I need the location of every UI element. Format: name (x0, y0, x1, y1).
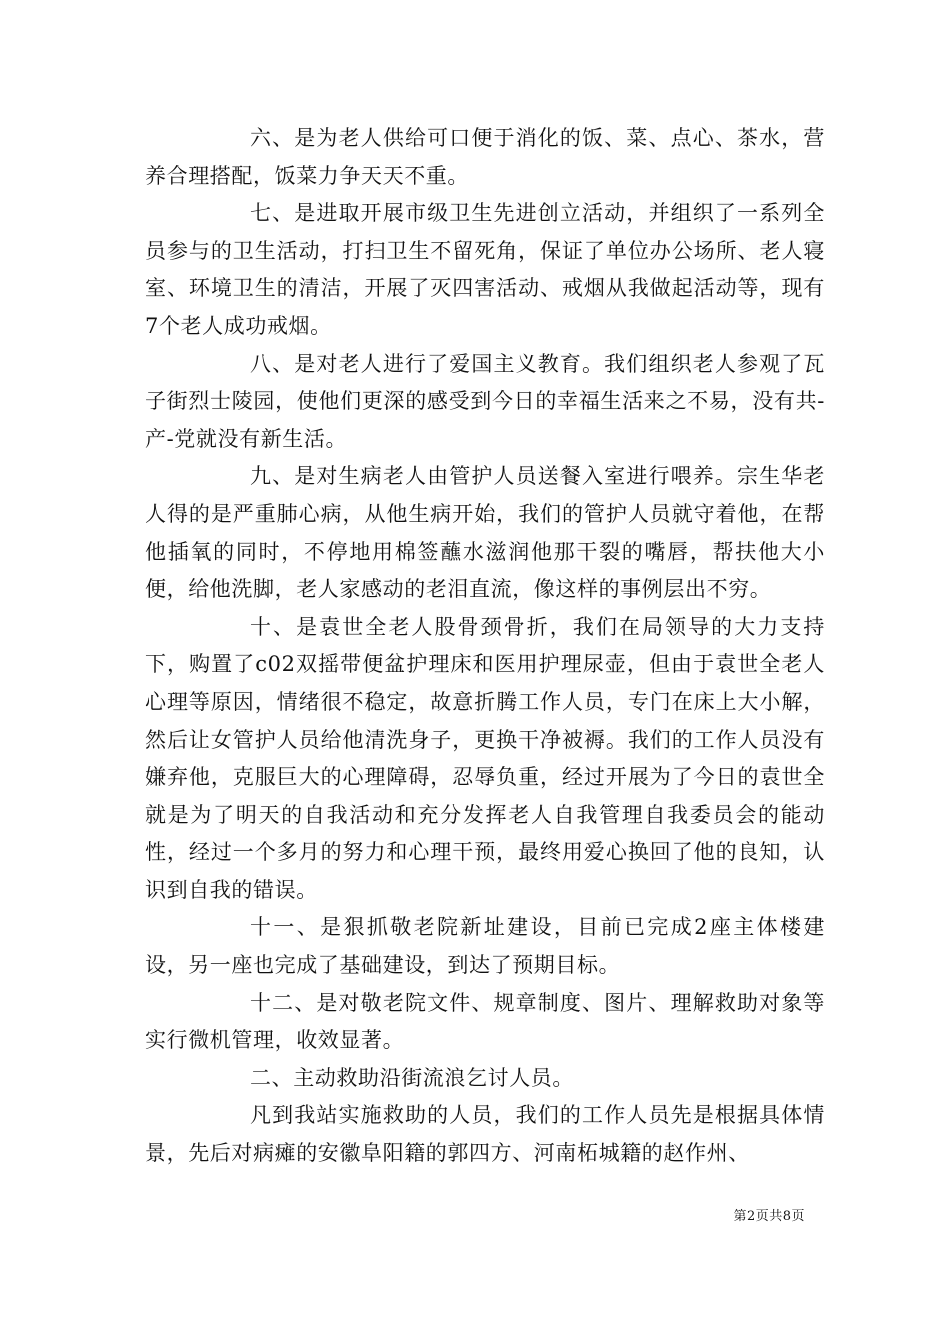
paragraph-item-9: 九、是对生病老人由管护人员送餐入室进行喂养。宗生华老人得的是严重肺心病，从他生病开始，我们的管护人员就守着他，在帮他插氧的同时，不停地用棉签蘸水滋润他那干裂的嘴唇，帮扶他大小便，给他洗脚，老人家感动的老泪直流，像这样的事例层出不穷。 (145, 464, 825, 602)
page-number-footer: 第2页共8页 (733, 1209, 805, 1224)
paragraph-item-12: 十二、是对敬老院文件、规章制度、图片、理解救助对象等实行微机管理，收效显著。 (145, 990, 825, 1053)
paragraph-item-11: 十一、是狠抓敬老院新址建设，目前已完成2座主体楼建设，另一座也完成了基础建设，到达了预期目标。 (145, 915, 825, 978)
paragraph-item-6: 六、是为老人供给可口便于消化的饭、菜、点心、茶水，营养合理搭配，饭菜力争天天不重。 (145, 126, 825, 188)
document-body (145, 120, 825, 1173)
paragraph-item-10: 十、是袁世全老人股骨颈骨折，我们在局领导的大力支持下，购置了c02双摇带便盆护理床和医用护理尿壶，但由于袁世全老人心理等原因，情绪很不稳定，故意折腾工作人员，专门在床上大小解，然后让女管护人员给他清洗身子，更换干净被褥。我们的工作人员没有嫌弃他，克服巨大的心理障碍，忍辱负重，经过开展为了今日的袁世全就是为了明天的自我活动和充分发挥老人自我管理自我委员会的能动性，经过一个多月的努力和心理干预，最终用爱心换回了他的良知，认识到自我的错误。 (145, 614, 825, 902)
paragraph-item-8: 八、是对老人进行了爱国主义教育。我们组织老人参观了瓦子街烈士陵园，使他们更深的感受到今日的幸福生活来之不易，没有共-产-党就没有新生活。 (145, 351, 825, 451)
paragraph-item-7: 七、是进取开展市级卫生先进创立活动，并组织了一系列全员参与的卫生活动，打扫卫生不留死角，保证了单位办公场所、老人寝室、环境卫生的清洁，开展了灭四害活动、戒烟从我做起活动等，现有7个老人成功戒烟。 (145, 201, 825, 338)
paragraph-rescue: 凡到我站实施救助的人员，我们的工作人员先是根据具体情景，先后对病瘫的安徽阜阳籍的郭四方、河南柘城籍的赵作州、 (145, 1103, 825, 1166)
section-heading-2: 二、主动救助沿街流浪乞讨人员。 (250, 1065, 574, 1090)
